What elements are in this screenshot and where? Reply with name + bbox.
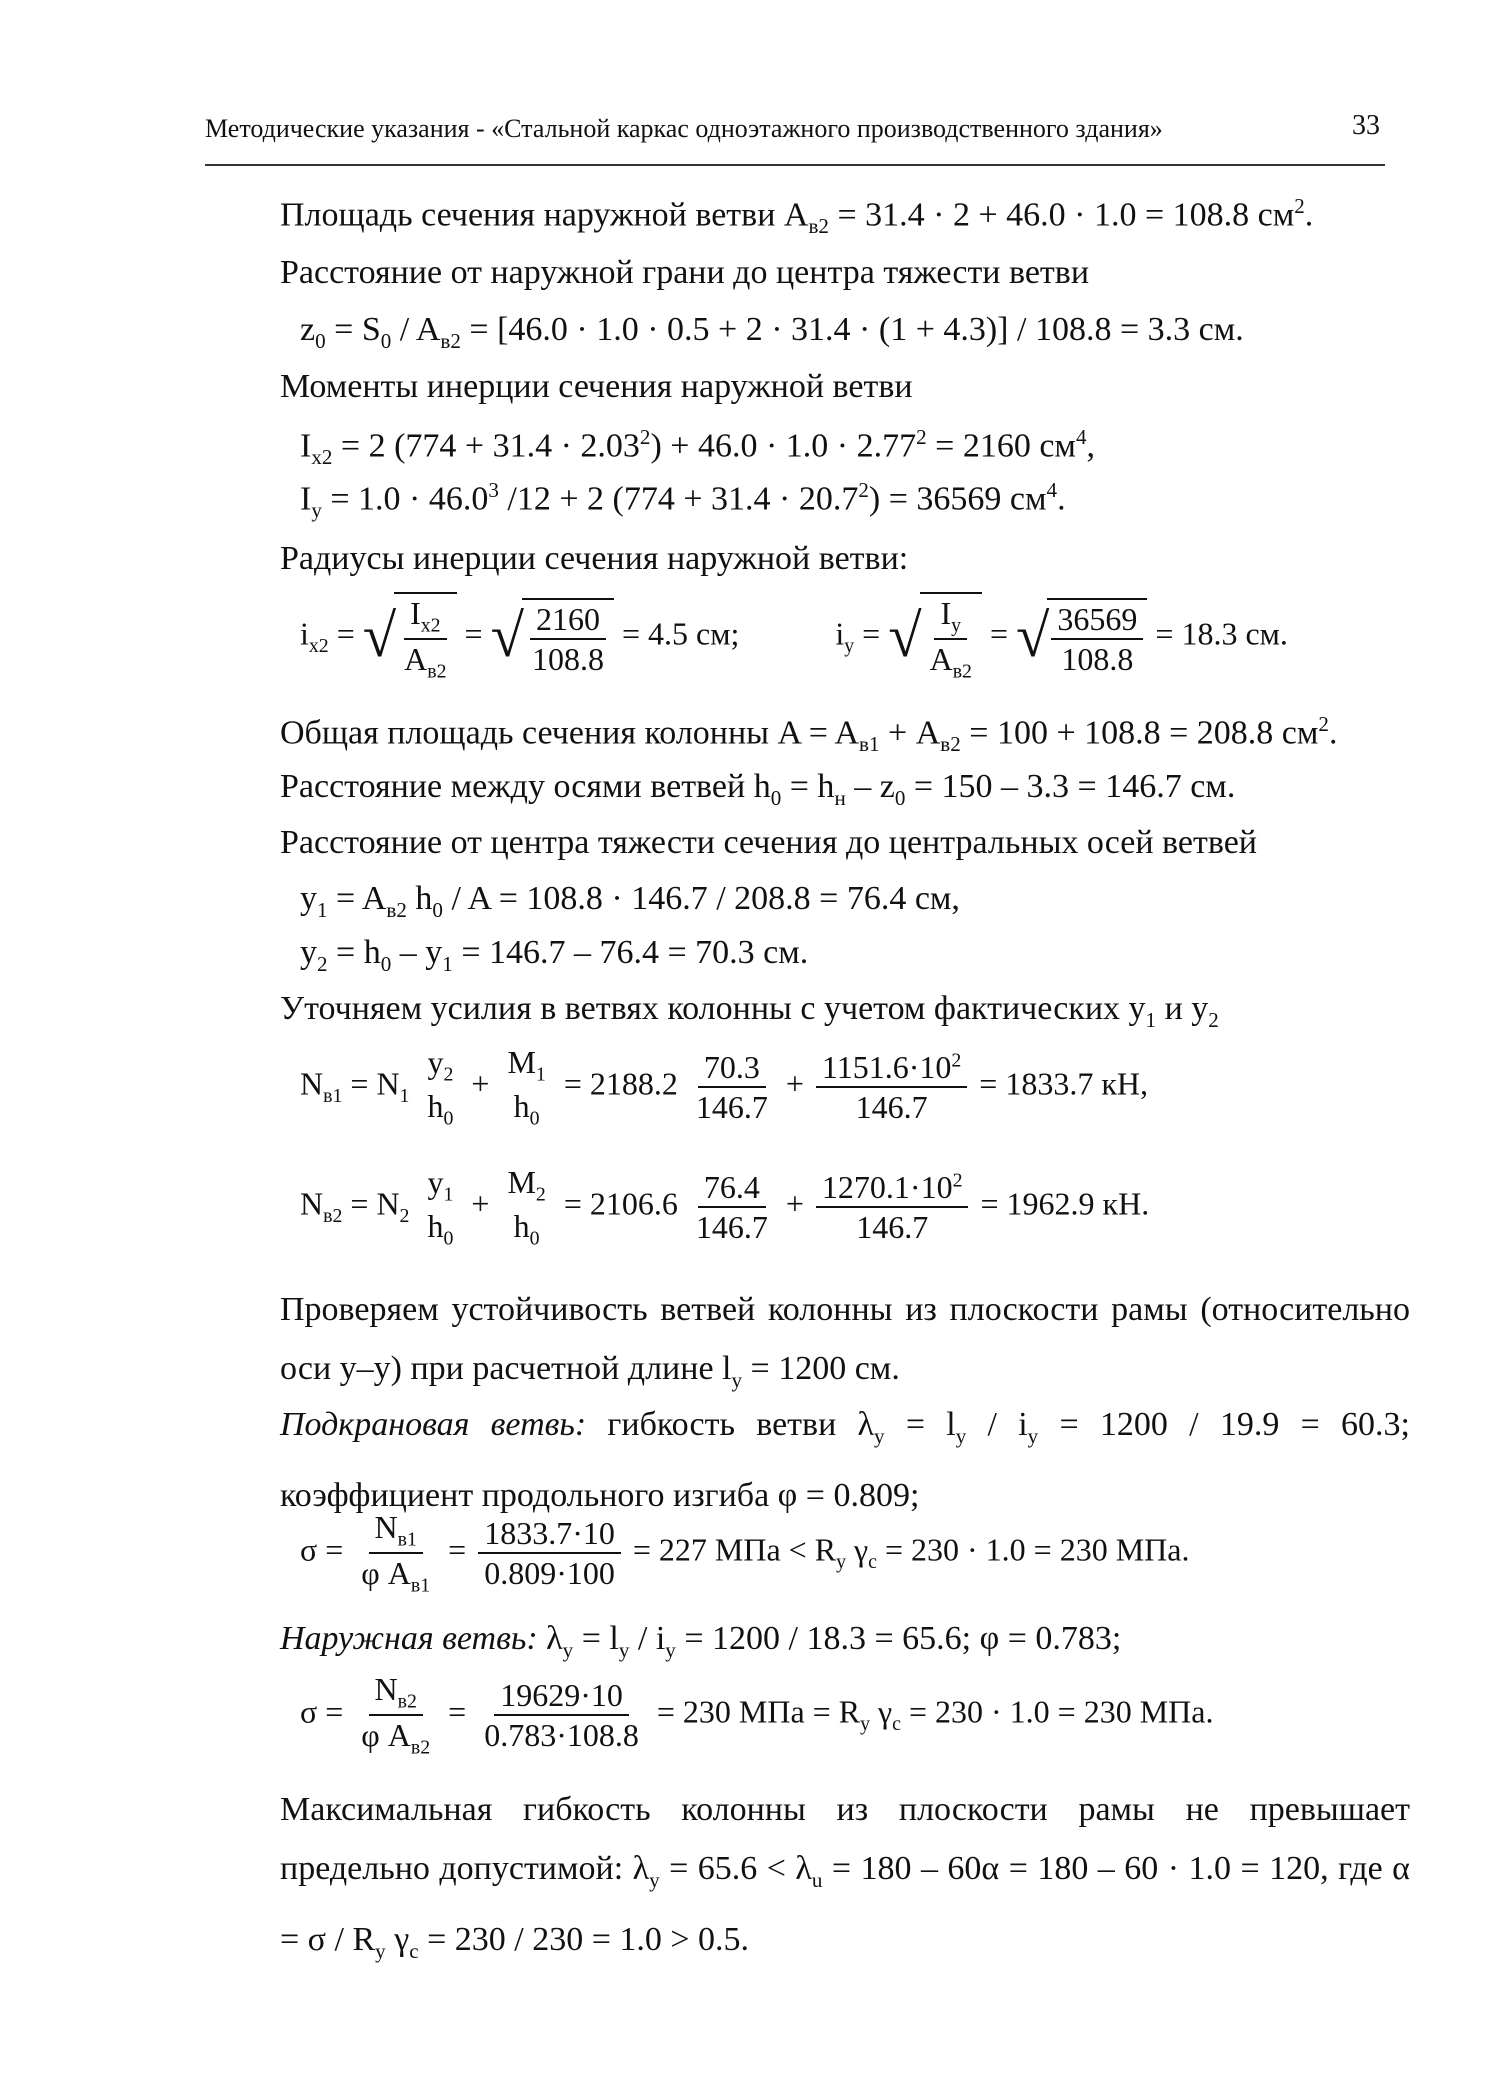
text-line-outer-branch-area: Площадь сечения наружной ветви $A_{в2} = 31.4 \cdot 2 + 46.0 \cdot 1.0 = 108.8$ $см^2$. [280, 194, 1314, 239]
page-number: 33 [1352, 110, 1380, 141]
text-line-refine-forces: Уточняем усилия в ветвях колонны с учетом фактических $y_1$ и $y_2$ [280, 990, 1219, 1032]
formula-ix2: $I_{x2} = 2$ $(774 + 31.4 \cdot 2.03^2) + 46.0 \cdot 1.0 \cdot 2.77^2 = 2160$ $см^4$, [300, 425, 1095, 470]
paragraph-outer-branch: Наружная ветвь: $\lambda_y = l_y / i_y = 1200 / 18.3 = 65.6$; φ = 0.783; [280, 1620, 1122, 1662]
formula-z0: $z_0 = S_0 / A_{в2} = [46.0 \cdot 1.0 \cdot 0.5 + 2 \cdot 31.4 \cdot (1 + 4.3)] / 108.8 = 3.3$ см. [300, 311, 1244, 353]
text-line-axis-distance: Расстояние между осями ветвей $h_0 = h_н - z_0 = 150 - 3.3 = 146.7$ см. [280, 768, 1236, 810]
formula-sigma-crane: σ = $\frac{N_{в1}}{\varphi A_{в1}}$ = $\frac{1833.7\cdot 10}{0.809\cdot 100}$ = 227 МПа < $R_y$ $\gamma_c = 230 \cdot 1.0 = 230$ МПа. [300, 1509, 1190, 1597]
paragraph-stability-check: Проверяем устойчивость ветвей колонны из плоскости рамы (относительно оси y–y) при расчетной длине $l_y = 1200$ см. [280, 1291, 1410, 1392]
formula-iy: $I_y = 1.0 \cdot 46.0^3$ /12 + 2 $(774 + 31.4 \cdot 20.7^2) = 36569$ $см^4$. [300, 478, 1066, 523]
text-line-centroid-to-axes: Расстояние от центра тяжести сечения до центральных осей ветвей [280, 824, 1258, 861]
paragraph-crane-branch: Подкрановая ветвь: гибкость ветви $\lambda_y = l_y / i_y = 1200 / 19.9 = 60.3$; коэффициент продольного изгиба φ = 0.809; [280, 1406, 1410, 1514]
formula-nb1: $N_{в1} = N_1$ $y_2$ $h_0$ + $M_1$ $h_0$ = 2188.2 $\frac{70.3}{146.7}$ + $\frac{1151.6\cdot 10^2}{146.7}$ = 1833.7 кН, [300, 1044, 1148, 1130]
header-divider [205, 164, 1385, 166]
text-line-total-area: Общая площадь сечения колонны $A = A_{в1} + A_{в2} = 100 + 108.8 = 208.8$ $см^2$. [280, 712, 1338, 757]
text-line-moments-label: Моменты инерции сечения наружной ветви [280, 368, 913, 405]
page-header-title: Методические указания - «Стальной каркас одноэтажного производственного здания» [205, 114, 1163, 143]
formula-nb2: $N_{в2} = N_2$ $y_1$ $h_0$ + $M_2$ $h_0$ = 2106.6 $\frac{76.4}{146.7}$ + $\frac{1270.1\cdot 10^2}{146.7}$ = 1962.9 кН. [300, 1164, 1150, 1250]
formula-sigma-outer: σ = $\frac{N_{в2}}{\varphi A_{в2}}$ = $\frac{19629\cdot 10}{0.783\cdot 108.8}$ = 230 МПа = $R_y$ $\gamma_c = 230 \cdot 1.0 = 230$ МПа. [300, 1671, 1214, 1759]
formula-y2: $y_2 = h_0 - y_1 = 146.7 - 76.4 = 70.3$ см. [300, 934, 809, 976]
formula-radii: $i_{x2}$ = √ $\frac{I_{x2}}{A_{в2}}$ = √ $\frac{2160}{108.8}$ = 4.5 см; $i_y$ = √ $\frac{I_y}{A_{в2}}$ = √ $\frac{36569}{108.8}$ = 18.3 см. [300, 592, 1288, 683]
text-line-centroid-distance-label: Расстояние от наружной грани до центра тяжести ветви [280, 254, 1090, 291]
paragraph-max-slenderness: Максимальная гибкость колонны из плоскости рамы не превышает предельно допустимой: $\lambda_y = 65.6 < \lambda_u = 180 - 60\alpha = 180 - 60 \cdot 1.0 = 120$, где $\alpha = \sigma / R_y$ $\gamma_c = 230 / 230 = 1.0 > 0.5$. [280, 1791, 1410, 1963]
text-line-radii-label: Радиусы инерции сечения наружной ветви: [280, 540, 909, 577]
formula-y1: $y_1 = A_{в2}$ $h_0 / A = 108.8 \cdot 146.7 / 208.8 = 76.4$ см, [300, 880, 960, 922]
